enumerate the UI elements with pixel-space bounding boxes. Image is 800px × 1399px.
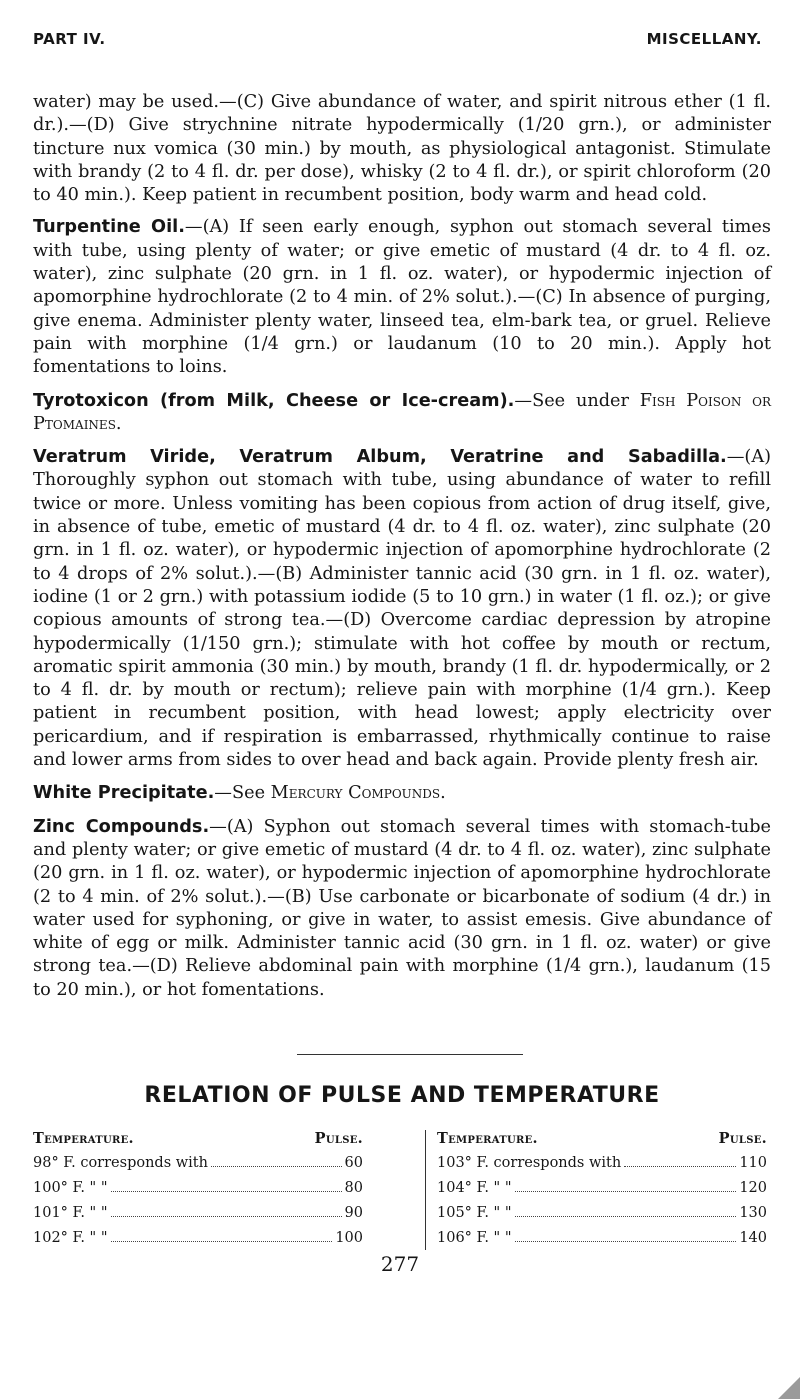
- entry-heading: White Precipitate.: [33, 783, 215, 804]
- entry-heading: Turpentine Oil.: [33, 217, 185, 238]
- pulse-cell: 110: [739, 1155, 767, 1171]
- entry-text: —See under: [514, 390, 640, 411]
- leader-dots: [111, 1241, 333, 1242]
- temperature-cell: 98° F. corresponds with: [33, 1155, 208, 1171]
- section-label: MISCELLANY.: [646, 30, 762, 48]
- leader-dots: [211, 1166, 342, 1167]
- table-row: [437, 1176, 767, 1201]
- table-column-right: [437, 1126, 767, 1251]
- temperature-cell: 100° F. " ": [33, 1180, 108, 1196]
- pulse-cell: 140: [739, 1230, 767, 1246]
- leader-dots: [515, 1191, 737, 1192]
- entry-tyrotoxicon: [33, 390, 771, 437]
- entry-text: —(A) Syphon out stomach several times with stomach-tube and plenty water; or give emetic of mustard (4 dr. to 4 fl. oz. water), zinc sulphate (20 grn. in 1 fl. oz. water), or hypodermic injection of apomorphine hydrochlorate (2 to 4 min. of 2% solut.).—(B) Use carbonate or bicarbonate of sodium (4 dr.) in water used for syphoning, or give in water, to assist emesis. Give abundance of white of egg or milk. Administer tannic acid (30 grn. in 1 fl. oz. water) or give strong tea.—(D) Relieve abdominal pain with morphine (1/4 grn.), laudanum (15 to 20 min.), or hot fomentations.: [33, 816, 771, 1000]
- entry-text: —(A) If seen early enough, syphon out stomach several times with tube, using plenty of water; or give emetic of mustard (4 dr. to 4 fl. oz. water), zinc sulphate (20 grn. in 1 fl. oz. water), or hypodermic injection of apomorphine hydrochlorate (2 to 4 min. of 2% solut.).—(C) In absence of purging, give enema. Administer plenty water, linseed tea, elm-bark tea, or gruel. Relieve pain with morphine (1/4 grn.) or laudanum (10 to 20 min.). Apply hot fomentations to loins.: [33, 217, 771, 378]
- table-row: [437, 1201, 767, 1226]
- page-number: 277: [380, 1252, 420, 1276]
- table-row: [33, 1226, 363, 1251]
- table-row: [437, 1226, 767, 1251]
- leader-dots: [111, 1216, 342, 1217]
- cross-reference: Mercury Compounds.: [270, 783, 446, 804]
- temperature-cell: 105° F. " ": [437, 1205, 512, 1221]
- entry-turpentine-oil: [33, 216, 771, 379]
- table-row: [33, 1151, 363, 1176]
- pulse-cell: 90: [344, 1205, 363, 1221]
- entry-white-precipitate: [33, 782, 771, 805]
- pulse-cell: 60: [344, 1155, 363, 1171]
- paragraph-continued: water) may be used.—(C) Give abundance of water, and spirit nitrous ether (1 fl. dr.).—(D) Give strychnine nitrate hypodermically (1/20 grn.), or administer tincture nux vomica (30 min.) by mouth, as physiological antagonist. Stimulate with brandy (2 to 4 fl. dr. per dose), whisky (2 to 4 fl. dr.), or spirit chloroform (20 to 40 min.). Keep patient in recumbent position, body warm and head cold.: [33, 92, 771, 206]
- entry-heading: Veratrum Viride, Veratrum Album, Veratrine and Sabadilla.: [33, 447, 727, 468]
- entry-heading: Tyrotoxicon (from Milk, Cheese or Ice-cream).: [33, 390, 515, 411]
- entry-text: —See: [214, 783, 271, 804]
- header-pulse: Pulse.: [314, 1130, 363, 1147]
- temperature-cell: 104° F. " ": [437, 1180, 512, 1196]
- temperature-cell: 101° F. " ": [33, 1205, 108, 1221]
- header-pulse: Pulse.: [718, 1130, 767, 1147]
- page-corner: [778, 1377, 800, 1399]
- leader-dots: [515, 1241, 737, 1242]
- temperature-cell: 103° F. corresponds with: [437, 1155, 622, 1171]
- pulse-cell: 100: [335, 1230, 363, 1246]
- entry-heading: Zinc Compounds.: [33, 816, 210, 837]
- column-divider: [425, 1130, 426, 1250]
- table-title: RELATION OF PULSE AND TEMPERATURE: [144, 1083, 660, 1108]
- leader-dots: [111, 1191, 342, 1192]
- table-row: [33, 1201, 363, 1226]
- body-text: [33, 91, 771, 1012]
- table-row: [33, 1176, 363, 1201]
- table-header: [437, 1126, 767, 1151]
- table-column-left: [33, 1126, 363, 1251]
- pulse-cell: 80: [344, 1180, 363, 1196]
- running-head: [33, 30, 762, 50]
- leader-dots: [515, 1216, 737, 1217]
- temperature-cell: 102° F. " ": [33, 1230, 108, 1246]
- cross-reference: Fish Poison or Ptomaines.: [33, 390, 771, 434]
- section-divider: [297, 1054, 523, 1055]
- temperature-cell: 106° F. " ": [437, 1230, 512, 1246]
- leader-dots: [624, 1166, 736, 1167]
- pulse-cell: 130: [739, 1205, 767, 1221]
- entry-text: —(A) Thoroughly syphon out stomach with tube, using abundance of water to refill twice or more. Unless vomiting has been copious from action of drug itself, give, in absence of tube, emetic of mustard (4 dr. to 4 fl. oz. water), zinc sulphate (20 grn. in 1 fl. oz. water), or hypodermic injection of apomorphine hydrochlorate (2 to 4 drops of 2% solut.).—(B) Administer tannic acid (30 grn. in 1 fl. oz. water), iodine (1 or 2 grn.) with potassium iodide (5 to 10 grn.) in water (1 fl. oz.); or give copious amounts of strong tea.—(D) Overcome cardiac depression by atropine hypodermically (1/150 grn.); stimulate with hot coffee by mouth or rectum, aromatic spirit ammonia (30 min.) by mouth, brandy (1 fl. dr. hypodermically, or 2 to 4 fl. dr. by mouth or rectum); relieve pain with morphine (1/4 grn.). Keep patient in recumbent position, with head lowest; apply electricity over pericardium, and if respiration is embarrassed, rhythmically continue to raise and lower arms from sides to over head and back again. Provide plenty fresh air.: [33, 447, 771, 771]
- header-temperature: Temperature.: [437, 1130, 538, 1147]
- table-header: [33, 1126, 363, 1151]
- header-temperature: Temperature.: [33, 1130, 134, 1147]
- entry-veratrum: [33, 446, 771, 772]
- pulse-cell: 120: [739, 1180, 767, 1196]
- part-label: PART IV.: [33, 30, 106, 48]
- table-row: [437, 1151, 767, 1176]
- entry-zinc-compounds: [33, 816, 771, 1002]
